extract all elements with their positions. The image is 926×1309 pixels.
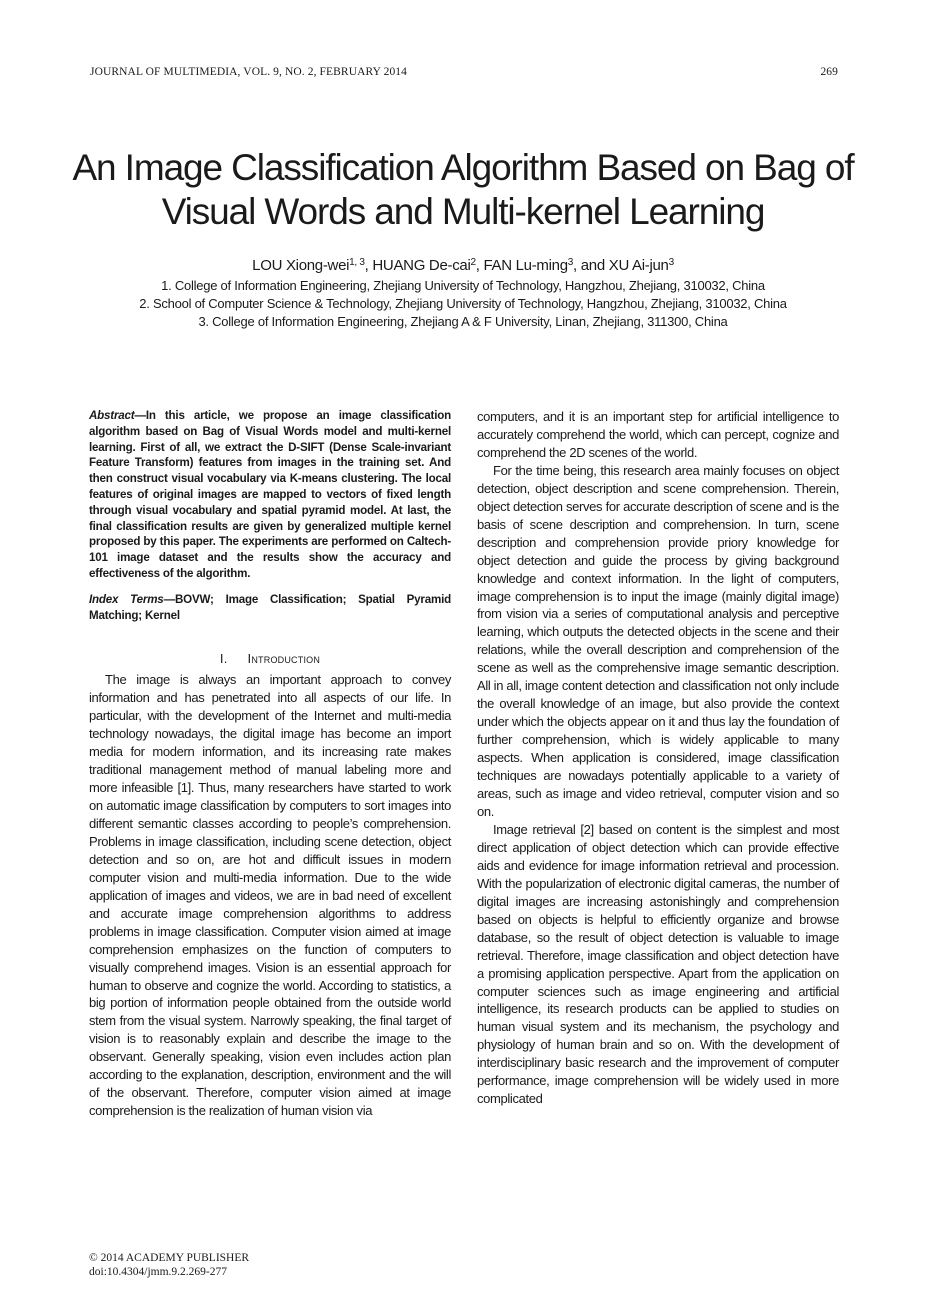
affiliation-list bbox=[60, 277, 866, 331]
author-affiliation-mark: 3 bbox=[668, 257, 674, 268]
author-separator: , and bbox=[573, 257, 609, 274]
body-paragraph: computers, and it is an important step for artificial intelligence to accurately comprehend the world, which can percept, cognize and comprehend the 2D scenes of the world. bbox=[477, 409, 839, 460]
paper-title: An Image Classification Algorithm Based on Bag of Visual Words and Multi-kernel Learning bbox=[72, 147, 854, 232]
left-column bbox=[89, 408, 451, 1120]
author-separator: , bbox=[475, 257, 484, 274]
author-name: XU Ai-jun bbox=[608, 257, 669, 274]
author-list bbox=[60, 257, 866, 275]
author-affiliation-mark: 2 bbox=[470, 257, 476, 268]
author-separator: , bbox=[364, 257, 373, 274]
index-terms-dash: — bbox=[163, 592, 175, 606]
section-title: Introduction bbox=[247, 651, 321, 667]
author-name: LOU Xiong-wei bbox=[252, 257, 350, 274]
author-affiliation-mark: 3 bbox=[567, 257, 573, 268]
index-terms-text: BOVW; Image Classification; Spatial Pyramid Matching; Kernel bbox=[89, 592, 451, 622]
page-footer bbox=[89, 1251, 249, 1279]
journal-name: JOURNAL OF MULTIMEDIA, VOL. 9, NO. 2, FEBRUARY 2014 bbox=[90, 66, 408, 78]
index-terms bbox=[89, 592, 451, 624]
author bbox=[252, 257, 372, 274]
abstract-text: In this article, we propose an image classification algorithm based on Bag of Visual Words model and multi-kernel learning. First of all, we extract the D-SIFT (Dense Scale-invariant Feature Transform) features from images in the training set. And then construct visual vocabulary via K-means clustering. The local features of original images are mapped to vectors of fixed length through visual vocabulary and spatial pyramid model. At last, the final classification results are given by generalized multiple kernel proposed by this paper. The experiments are performed on Caltech-101 image dataset and the results show the accuracy and effectiveness of the algorithm. bbox=[89, 409, 451, 580]
copyright-notice: © 2014 ACADEMY PUBLISHER bbox=[89, 1252, 250, 1264]
section-number: I. bbox=[219, 651, 228, 667]
body-paragraph: Image retrieval [2] based on content is the simplest and most direct application of object detection which can provide effective aids and evidence for image information retrieval and procession. With the popularization of electronic digital cameras, the number of digital images are increasing astonishingly and comprehension based on objects is helpful to efficiently organize and browse database, so the result of object detection is valuable to image retrieval. Therefore, image classification and object detection have a promising application perspective. Apart from the application on computer sciences such as image engineering and artificial intelligence, its research products can be applied to studies on human visual system and its mechanism, the psychology and physiology of human brain and so on. With the development of interdisciplinary basic research and the improvement of computer performance, image comprehension will be widely used in more complicated bbox=[477, 821, 839, 1107]
author-affiliation-mark: 1, 3 bbox=[349, 257, 365, 268]
abstract-label: Abstract bbox=[89, 409, 135, 422]
author bbox=[372, 257, 483, 274]
body-paragraph: For the time being, this research area mainly focuses on object detection, object description and scene comprehension. Therein, object detection serves for accurate description of scene and is the basis of scene description and comprehension. In turn, scene description and comprehension provide priory knowledge for object detection and guide the process by giving background knowledge and context information. In the light of computers, image comprehension is to input the image (mainly digital image) from vision via a series of computational analysis and perceptive learning, which outputs the detected objects in the scene and their relations, while the overall description and comprehension of the scene as well as the comprehensive image semantic description. All in all, image content detection and classification not only include the overall knowledge of an image, but also provide the context under which the objects appear on it and thus lay the foundation of further comprehension, which is widely applicable to many aspects. When application is considered, image classification techniques are nowadays potentially applicable to a variety of areas, such as image and video retrieval, computer vision and so on. bbox=[477, 462, 839, 819]
page-number: 269 bbox=[820, 66, 838, 78]
affiliation: 1. College of Information Engineering, Zhejiang University of Technology, Hangzhou, Zhejiang, 310032, China bbox=[161, 278, 765, 293]
doi: doi:10.4304/jmm.9.2.269-277 bbox=[89, 1266, 227, 1278]
affiliation: 2. School of Computer Science & Technology, Zhejiang University of Technology, Hangzhou, Zhejiang, 310032, China bbox=[139, 296, 787, 311]
author-name: HUANG De-cai bbox=[372, 257, 471, 274]
right-column bbox=[477, 408, 839, 1108]
author bbox=[609, 257, 674, 274]
body-paragraph: The image is always an important approach to convey information and has penetrated into all aspects of our life. In particular, with the development of the Internet and multi-media technology nowadays, the digital image has become an import media for modern information, and its increasing rate makes traditional management method of manual labeling more and more infeasible [1]. Thus, many researchers have started to work on automatic image classification by computers to sort images into different semantic classes according to people’s comprehension. Problems in image classification, including scene detection, object detection and so on, are hot and difficult issues in modern computer vision and multi-media information. Due to the wide application of images and videos, we are in bad need of excellent and accurate image comprehension algorithms to address problems in image classification. Computer vision aimed at image comprehension emphasizes on the function of computers to visually comprehend images. Vision is an essential approach for human to observe and cognize the world. According to statistics, a big portion of information people obtained from the outside world stem from the visual system. Narrowly speaking, the final target of vision is to reasonably explain and describe the image to the observant. Generally speaking, vision even includes action plan according to the explanation, description, environment and the will of the observant. Therefore, computer vision aimed at image comprehension is the realization of human vision via bbox=[89, 672, 451, 1119]
author bbox=[484, 257, 609, 274]
affiliation: 3. College of Information Engineering, Zhejiang A & F University, Linan, Zhejiang, 311300, China bbox=[198, 314, 728, 329]
section-heading bbox=[89, 650, 451, 668]
running-header bbox=[90, 66, 838, 82]
index-terms-label: Index Terms bbox=[89, 592, 164, 606]
author-name: FAN Lu-ming bbox=[483, 257, 568, 274]
abstract bbox=[89, 408, 451, 582]
abstract-dash: — bbox=[134, 409, 146, 422]
